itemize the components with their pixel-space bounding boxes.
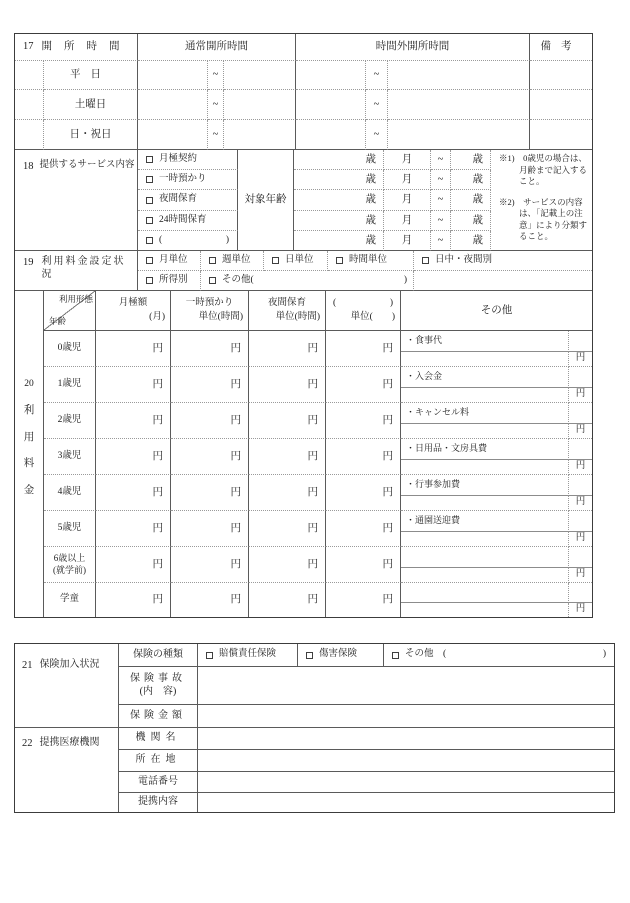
checkbox-icon[interactable] [146, 197, 153, 204]
other-fee-yen-cell[interactable]: 円 [569, 352, 592, 367]
checkbox-icon[interactable] [209, 257, 216, 264]
column-header-line1: 夜間保育 [267, 297, 306, 308]
fee-amount-cell[interactable]: 円 [249, 547, 326, 583]
section22-number: 22 [22, 738, 33, 749]
fee-amount-cell[interactable]: 円 [326, 511, 401, 547]
other-fee-corner-cell [569, 367, 592, 388]
holiday-row-label: 日・祝日 [44, 120, 138, 150]
saturday-normal-from-cell[interactable] [138, 90, 208, 120]
service-item-label: 月極契約 [159, 153, 198, 164]
fee-amount-cell[interactable]: 円 [326, 583, 401, 617]
fee-amount-cell[interactable]: 円 [171, 547, 249, 583]
tilde-separator: ~ [366, 61, 388, 90]
section17-header [15, 34, 138, 61]
insurance-type-option [198, 644, 298, 667]
column-header-line2: 単位( ) [350, 311, 395, 322]
section22-title: 提携医療機関 [39, 737, 100, 748]
section18-notes [491, 150, 592, 251]
service-item-label: 一時預かり [159, 173, 207, 184]
age-row-label: 学童 [44, 583, 96, 617]
institution-name-row-label: 機関名 [119, 728, 198, 750]
checkbox-icon[interactable] [306, 652, 313, 659]
other-fee-corner-cell [569, 583, 592, 603]
other-fee-amount-cell[interactable] [401, 603, 569, 617]
fee-amount-cell[interactable]: 円 [249, 367, 326, 403]
fee-unit-label: 時間単位 [349, 254, 388, 265]
note-2: ※2) サービスの内容は、「記載上の注意」により分類すること。 [499, 196, 588, 241]
fee-unit-option [138, 251, 201, 271]
age-to-years-cell[interactable]: 歳 [451, 150, 491, 170]
section19-header [15, 251, 138, 291]
age-from-years-cell[interactable]: 歳 [294, 170, 384, 190]
other-fee-amount-cell[interactable] [401, 496, 569, 511]
service-item-other-open: ( [159, 234, 163, 245]
fee-unit-label: 所得別 [159, 274, 188, 285]
fee-amount-cell[interactable]: 円 [171, 331, 249, 367]
fee-amount-cell[interactable]: 円 [171, 511, 249, 547]
age-row-label [44, 547, 96, 583]
other-fee-amount-cell[interactable] [401, 568, 569, 583]
section20-title-char: 金 [23, 484, 35, 496]
diagonal-top-label: 利用形態 [58, 294, 93, 304]
other-fee-item-label: ・入会金 [401, 367, 569, 388]
section21-number: 21 [22, 660, 33, 671]
institution-phone-row-label: 電話番号 [119, 772, 198, 793]
fee-amount-cell[interactable]: 円 [249, 511, 326, 547]
checkbox-icon[interactable] [206, 652, 213, 659]
age-from-years-cell[interactable]: 歳 [294, 150, 384, 170]
partnership-content-row-label: 提携内容 [119, 793, 198, 812]
other-fee-yen-cell[interactable]: 円 [569, 532, 592, 547]
form-table-insurance-medical [14, 643, 615, 813]
section20-title-char: 利 [23, 405, 35, 417]
age-row-label: 4歳児 [44, 475, 96, 511]
age-from-years-cell[interactable]: 歳 [294, 190, 384, 211]
target-age-label: 対象年齢 [238, 150, 294, 251]
diagonal-header-cell [44, 291, 96, 331]
overtime-hours-column-header: 時間外開所時間 [296, 34, 530, 61]
checkbox-icon[interactable] [146, 257, 153, 264]
institution-phone-content-cell[interactable] [198, 772, 614, 793]
column-header-line1 [326, 298, 400, 310]
section18-header [15, 150, 138, 251]
checkbox-icon[interactable] [146, 176, 153, 183]
fee-unit-label: 週単位 [222, 254, 251, 265]
age-to-years-cell[interactable]: 歳 [451, 170, 491, 190]
section21-title: 保険加入状況 [39, 659, 100, 670]
other-fee-amount-cell[interactable] [401, 460, 569, 475]
section18-title: 提供するサービス内容 [39, 160, 135, 170]
age-row-label: 0歳児 [44, 331, 96, 367]
other-fee-item-label: ・日用品・文房具費 [401, 439, 569, 460]
saturday-overtime-to-cell[interactable] [388, 90, 530, 120]
other-fee-yen-cell[interactable]: 円 [569, 496, 592, 511]
fee-amount-cell[interactable]: 円 [171, 367, 249, 403]
insurance-type-label: 賠償責任保険 [219, 649, 277, 660]
other-fee-item-label [401, 583, 569, 603]
note-1: ※1) 0歳児の場合は、月齢まで記入すること。 [499, 153, 588, 186]
other-fee-item-label: ・食事代 [401, 331, 569, 352]
accident-label-line2: (内 容) [139, 685, 177, 697]
service-item-label: 24時間保育 [159, 214, 207, 225]
saturday-overtime-from-cell[interactable] [296, 90, 366, 120]
tilde-separator: ~ [431, 150, 451, 170]
other-fee-yen-cell[interactable]: 円 [569, 424, 592, 439]
spacer-cell [15, 61, 44, 90]
normal-hours-column-header: 通常開所時間 [138, 34, 296, 61]
holiday-normal-from-cell[interactable] [138, 120, 208, 150]
age-label-line1: 6歳以上 [53, 553, 86, 564]
form-table-main [14, 33, 593, 618]
other-fee-yen-cell[interactable]: 円 [569, 388, 592, 403]
empty-cell [414, 271, 592, 291]
fee-unit-option [138, 271, 201, 291]
section20-number: 20 [24, 379, 34, 389]
service-item-label: 夜間保育 [159, 194, 198, 205]
fee-amount-cell[interactable]: 円 [96, 475, 171, 511]
other-fee-amount-cell[interactable] [401, 388, 569, 403]
spacer-cell [15, 120, 44, 150]
weekday-overtime-from-cell[interactable] [296, 61, 366, 90]
saturday-row-label: 土曜日 [44, 90, 138, 120]
checkbox-icon[interactable] [336, 257, 343, 264]
paren-open: ( [333, 297, 337, 308]
insurance-accident-row-label [119, 667, 198, 705]
service-item-row [138, 231, 238, 251]
age-to-years-cell[interactable]: 歳 [451, 231, 491, 251]
age-from-months-cell[interactable]: 月 [384, 170, 431, 190]
service-item-row [138, 190, 238, 211]
partnership-content-cell[interactable] [198, 793, 614, 812]
insurance-type-other-close: ) [602, 649, 606, 660]
other-fee-yen-cell[interactable]: 円 [569, 460, 592, 475]
institution-address-content-cell[interactable] [198, 750, 614, 772]
fee-unit-label: 日中・夜間別 [435, 254, 493, 265]
section19-number: 19 [23, 257, 34, 268]
age-from-months-cell[interactable]: 月 [384, 150, 431, 170]
blank-fee-column-header [326, 291, 401, 331]
service-item-row [138, 150, 238, 170]
age-from-months-cell[interactable]: 月 [384, 231, 431, 251]
fee-amount-cell[interactable]: 円 [249, 439, 326, 475]
fee-unit-label: 月単位 [159, 254, 188, 265]
fee-amount-cell[interactable]: 円 [326, 439, 401, 475]
weekday-overtime-to-cell[interactable] [388, 61, 530, 90]
section19-title: 利用料金設定状況 [41, 256, 126, 280]
other-fee-item-label [401, 547, 569, 568]
fee-amount-cell[interactable]: 円 [326, 367, 401, 403]
weekday-normal-from-cell[interactable] [138, 61, 208, 90]
service-item-row [138, 211, 238, 231]
age-to-years-cell[interactable]: 歳 [451, 190, 491, 211]
age-row-label: 2歳児 [44, 403, 96, 439]
saturday-normal-to-cell[interactable] [224, 90, 296, 120]
fee-amount-cell[interactable]: 円 [249, 583, 326, 617]
fee-amount-cell[interactable]: 円 [326, 403, 401, 439]
holiday-overtime-from-cell[interactable] [296, 120, 366, 150]
service-item-other-close: ) [225, 234, 229, 245]
checkbox-icon[interactable] [422, 257, 429, 264]
tilde-separator: ~ [366, 120, 388, 150]
holiday-normal-to-cell[interactable] [224, 120, 296, 150]
column-header-line2: 単位(時間) [275, 311, 320, 322]
checkbox-icon[interactable] [146, 156, 153, 163]
other-fee-amount-cell[interactable] [401, 532, 569, 547]
fee-amount-cell[interactable]: 円 [326, 475, 401, 511]
saturday-remarks-cell[interactable] [530, 90, 592, 120]
tilde-separator: ~ [208, 90, 224, 120]
section20-title-char: 料 [23, 458, 35, 470]
fee-unit-label: 日単位 [285, 254, 314, 265]
holiday-overtime-to-cell[interactable] [388, 120, 530, 150]
fee-amount-cell[interactable]: 円 [96, 583, 171, 617]
weekday-row-label: 平日 [44, 61, 138, 90]
fee-amount-cell[interactable]: 円 [171, 583, 249, 617]
column-header-line2: (月) [149, 311, 165, 322]
institution-name-content-cell[interactable] [198, 728, 614, 750]
other-fee-item-label: ・行事参加費 [401, 475, 569, 496]
other-fee-amount-cell[interactable] [401, 352, 569, 367]
checkbox-icon[interactable] [209, 277, 216, 284]
temporary-care-column-header [171, 291, 249, 331]
other-fee-amount-cell[interactable] [401, 424, 569, 439]
fee-amount-cell[interactable]: 円 [96, 547, 171, 583]
fee-amount-cell[interactable]: 円 [96, 403, 171, 439]
diagonal-bottom-label: 年齢 [49, 316, 67, 327]
remarks-column-header: 備考 [530, 34, 592, 61]
checkbox-icon[interactable] [392, 652, 399, 659]
other-fee-item-label: ・通園送迎費 [401, 511, 569, 532]
fee-amount-cell[interactable]: 円 [249, 403, 326, 439]
weekday-remarks-cell[interactable] [530, 61, 592, 90]
age-row-label: 1歳児 [44, 367, 96, 403]
fee-amount-cell[interactable]: 円 [171, 475, 249, 511]
fee-unit-other-open: その他( [222, 274, 254, 285]
paren-close: ) [389, 297, 393, 308]
age-to-years-cell[interactable]: 歳 [451, 211, 491, 231]
other-fee-corner-cell [569, 331, 592, 352]
checkbox-icon[interactable] [146, 277, 153, 284]
weekday-normal-to-cell[interactable] [224, 61, 296, 90]
other-fee-corner-cell [569, 403, 592, 424]
service-item-row [138, 170, 238, 190]
checkbox-icon[interactable] [272, 257, 279, 264]
section22-header [15, 728, 119, 812]
tilde-separator: ~ [431, 211, 451, 231]
accident-label-line1: 保険事故 [130, 673, 186, 684]
spacer-cell [15, 90, 44, 120]
other-fee-yen-cell[interactable]: 円 [575, 604, 586, 615]
section17-number: 17 [23, 41, 34, 53]
insurance-accident-content-cell[interactable] [198, 667, 614, 705]
fee-amount-cell[interactable]: 円 [96, 331, 171, 367]
fee-unit-option [414, 251, 592, 271]
column-header-line1: 一時預かり [185, 297, 234, 308]
section20-header [15, 291, 44, 617]
age-from-months-cell[interactable]: 月 [384, 190, 431, 211]
fee-amount-cell[interactable]: 円 [96, 367, 171, 403]
fee-amount-cell[interactable]: 円 [171, 439, 249, 475]
column-header-line2: 単位(時間) [198, 311, 243, 322]
monthly-fee-column-header [96, 291, 171, 331]
fee-amount-cell[interactable]: 円 [171, 403, 249, 439]
fee-unit-option [201, 251, 264, 271]
tilde-separator: ~ [208, 61, 224, 90]
section20-title-char: 用 [23, 431, 35, 443]
other-fee-corner-cell [569, 511, 592, 532]
night-care-column-header [249, 291, 326, 331]
section21-header [15, 644, 119, 728]
insurance-type-option-other [384, 644, 614, 667]
fee-unit-option [328, 251, 414, 271]
age-row-label: 5歳児 [44, 511, 96, 547]
insurance-type-option [298, 644, 384, 667]
checkbox-icon[interactable] [146, 217, 153, 224]
fee-amount-cell[interactable]: 円 [96, 511, 171, 547]
tilde-separator: ~ [431, 231, 451, 251]
other-fee-yen-cell[interactable]: 円 [569, 568, 592, 583]
fee-amount-cell[interactable]: 円 [249, 475, 326, 511]
age-from-months-cell[interactable]: 月 [384, 211, 431, 231]
column-header-line1: 月極額 [118, 297, 148, 308]
other-fee-corner-cell [569, 475, 592, 496]
age-label-line2: (就学前) [53, 564, 86, 575]
fee-unit-option-other [201, 271, 414, 291]
fee-unit-option [264, 251, 328, 271]
insurance-type-other-open: その他 ( [405, 649, 447, 660]
fee-amount-cell[interactable]: 円 [249, 331, 326, 367]
other-fee-item-label: ・キャンセル料 [401, 403, 569, 424]
other-fee-corner-cell [569, 439, 592, 460]
section17-title: 開所時間 [41, 41, 132, 53]
tilde-separator: ~ [431, 170, 451, 190]
tilde-separator: ~ [431, 190, 451, 211]
fee-unit-other-close: ) [403, 274, 407, 285]
insurance-type-label: 傷害保険 [319, 649, 358, 660]
tilde-separator: ~ [366, 90, 388, 120]
age-row-label: 3歳児 [44, 439, 96, 475]
tilde-separator: ~ [208, 120, 224, 150]
section18-number: 18 [23, 161, 34, 172]
other-fees-column-header: その他 [401, 291, 592, 331]
age-from-years-cell[interactable]: 歳 [294, 231, 384, 251]
insurance-type-row-label: 保険の種類 [119, 644, 198, 667]
fee-amount-cell[interactable]: 円 [96, 439, 171, 475]
other-fee-corner-cell [569, 547, 592, 568]
insurance-amount-row-label: 保険金額 [119, 705, 198, 728]
fee-amount-cell[interactable]: 円 [326, 547, 401, 583]
checkbox-icon[interactable] [146, 237, 153, 244]
insurance-amount-content-cell[interactable] [198, 705, 614, 728]
age-from-years-cell[interactable]: 歳 [294, 211, 384, 231]
fee-amount-cell[interactable]: 円 [326, 331, 401, 367]
institution-address-row-label: 所在地 [119, 750, 198, 772]
holiday-remarks-cell[interactable] [530, 120, 592, 150]
